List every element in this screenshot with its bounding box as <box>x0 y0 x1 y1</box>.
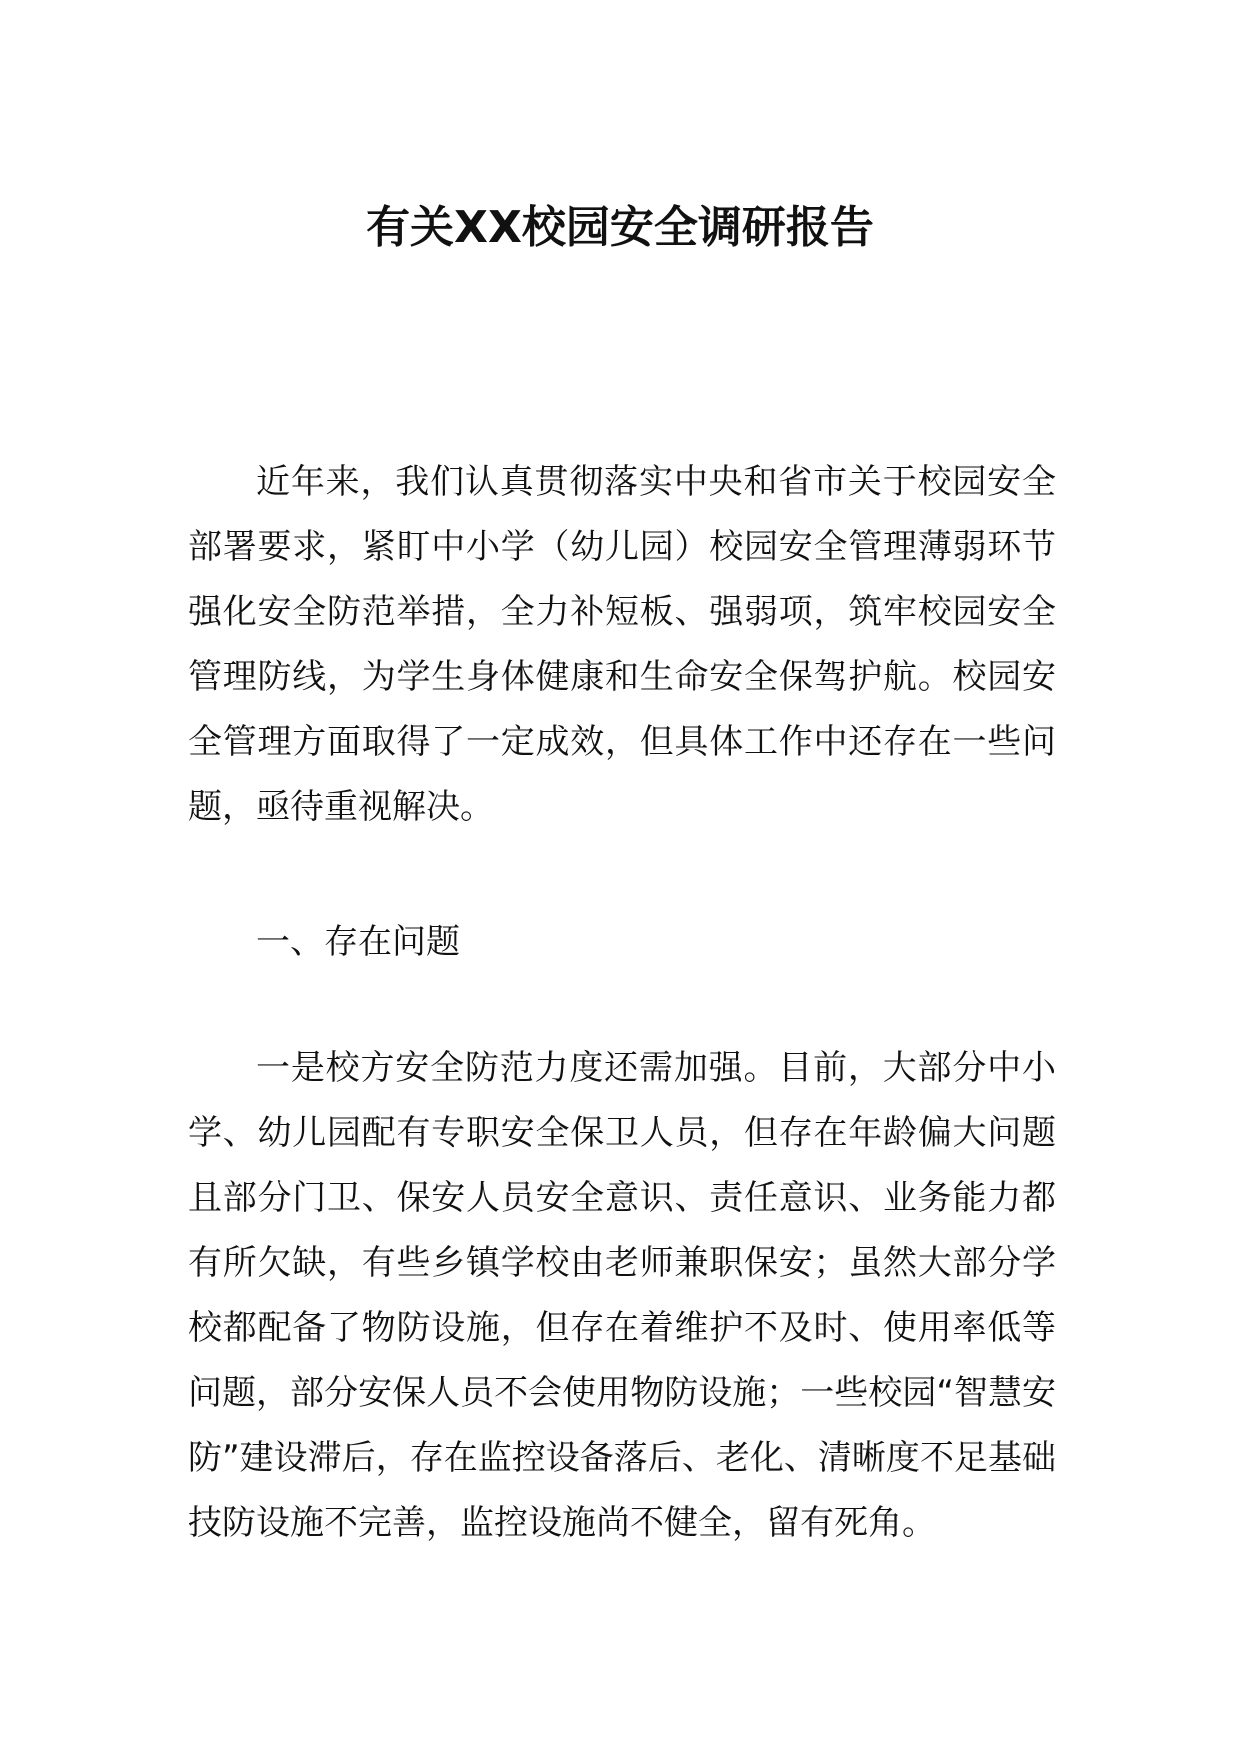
section-heading-problems: 一、存在问题 <box>256 922 460 962</box>
problem-point-1-paragraph: 一是校方安全防范力度还需加强。目前，大部分中小学、幼儿园配有专职安全保卫人员，但存在年龄偏大问题且部分门卫、保安人员安全意识、责任意识、业务能力都有所欠缺，有些乡镇学校由老师兼职保安；虽然大部分学校都配备了物防设施，但存在着维护不及时、使用率低等问题，部分安保人员不会使用物防设施；一些校园“智慧安防”建设滞后，存在监控设备落后、老化、清晰度不足基础技防设施不完善，监控设施尚不健全，留有死角。 <box>188 1048 1056 1543</box>
document-title: 有关XX校园安全调研报告 <box>366 202 874 253</box>
intro-paragraph: 近年来，我们认真贯彻落实中央和省市关于校园安全部署要求，紧盯中小学（幼儿园）校园安全管理薄弱环节强化安全防范举措，全力补短板、强弱项，筑牢校园安全管理防线，为学生身体健康和生命安全保驾护航。校园安全管理方面取得了一定成效，但具体工作中还存在一些问题，亟待重视解决。 <box>188 462 1056 827</box>
